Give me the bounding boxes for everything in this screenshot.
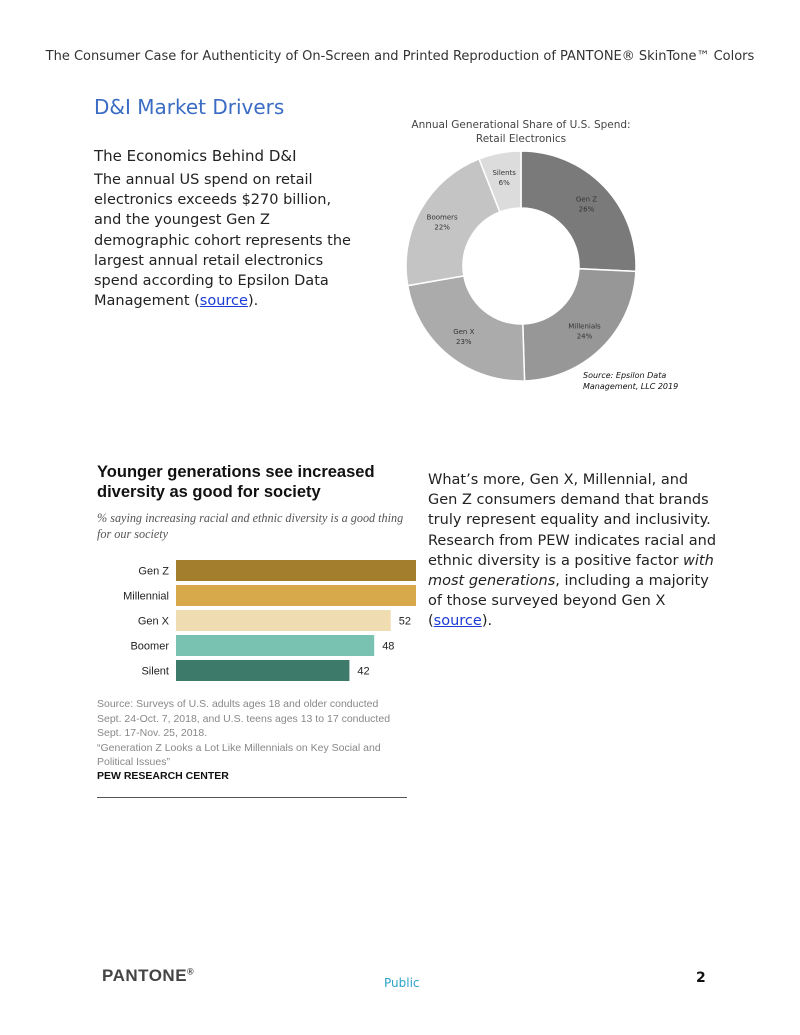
- donut-slice-value: 6%: [498, 179, 510, 188]
- donut-slice-label: Gen X: [453, 328, 475, 337]
- pew-chart-source: Source: Surveys of U.S. adults ages 18 and older conducted Sept. 24-Oct. 7, 2018, and U.S. teens ages 13 to 17 conducted Sept. 17-Nov. 25, 2018. “Generation Z Looks a Lot Like Millennials on Key Social and Political Issues”: [97, 698, 391, 768]
- divider-rule: [97, 797, 407, 798]
- chart-source-line: Management, LLC 2019: [583, 382, 679, 391]
- bar-value-label: 42: [357, 665, 370, 678]
- bar: [176, 560, 416, 581]
- bar-category-label: Millennial: [123, 590, 169, 603]
- donut-slice-label: Boomers: [426, 213, 458, 222]
- bar: [176, 610, 391, 631]
- page-number: 2: [696, 970, 706, 986]
- bar: [176, 635, 374, 656]
- source-link[interactable]: source: [433, 613, 482, 630]
- pantone-logo: [102, 966, 194, 986]
- bar-category-label: Boomer: [130, 640, 169, 653]
- chart-subtitle: Retail Electronics: [475, 133, 567, 145]
- donut-slice-value: 23%: [456, 338, 472, 347]
- bar-category-label: Gen Z: [138, 565, 169, 578]
- donut-chart: [400, 112, 690, 402]
- bar-value-label: 52: [398, 615, 411, 628]
- section-subheading: The Economics Behind D&I: [94, 147, 297, 165]
- bar: [176, 585, 416, 606]
- source-link[interactable]: source: [199, 293, 248, 310]
- donut-slice-label: Gen Z: [575, 195, 598, 204]
- chart-title: Annual Generational Share of U.S. Spend:: [411, 119, 631, 131]
- bar-value-label: 48: [382, 640, 395, 653]
- classification-label: Public: [384, 976, 420, 990]
- pew-organization: PEW RESEARCH CENTER: [97, 770, 229, 782]
- logo-text: PANTONE: [102, 966, 188, 985]
- donut-slice-value: 24%: [576, 332, 593, 341]
- paragraph-text-cont: , including a majority of those surveyed beyond Gen X (: [428, 573, 709, 630]
- paragraph-text-end: ).: [247, 293, 259, 310]
- bar-category-label: Silent: [141, 665, 169, 678]
- donut-slice-value: 22%: [434, 223, 450, 232]
- donut-slice-label: Silents: [492, 169, 516, 178]
- paragraph-italic: with most generations: [428, 552, 714, 590]
- donut-slice-label: Millenials: [568, 322, 601, 331]
- pew-chart-subtitle: % saying increasing racial and ethnic diversity is a good thing for our society: [97, 511, 404, 541]
- economics-paragraph: [94, 170, 356, 311]
- bar-category-label: Gen X: [137, 615, 169, 628]
- section-title: D&I Market Drivers: [94, 95, 285, 119]
- diversity-paragraph: [428, 470, 718, 632]
- paragraph-text: The annual US spend on retail electronics exceeds $270 billion, and the youngest Gen Z demographic cohort represents the largest annual retail electronics spend according to Epsilon Data Management (: [94, 172, 351, 310]
- document-header: The Consumer Case for Authenticity of On-Screen and Printed Reproduction of PANTONE® SkinTone™ Colors: [45, 49, 755, 64]
- bar-chart: [96, 556, 416, 686]
- chart-source-line: Source: Epsilon Data: [583, 371, 667, 380]
- registered-mark: ®: [187, 966, 195, 977]
- donut-slice-value: 26%: [578, 205, 595, 214]
- paragraph-text-end: ).: [481, 613, 493, 630]
- bar: [176, 660, 349, 681]
- pew-chart-title: Younger generations see increased diversity as good for society: [97, 463, 375, 501]
- paragraph-text: What’s more, Gen X, Millennial, and Gen Z consumers demand that brands truly represent equality and inclusivity. Research from PEW indicates racial and ethnic diversity is a positive factor: [428, 472, 717, 569]
